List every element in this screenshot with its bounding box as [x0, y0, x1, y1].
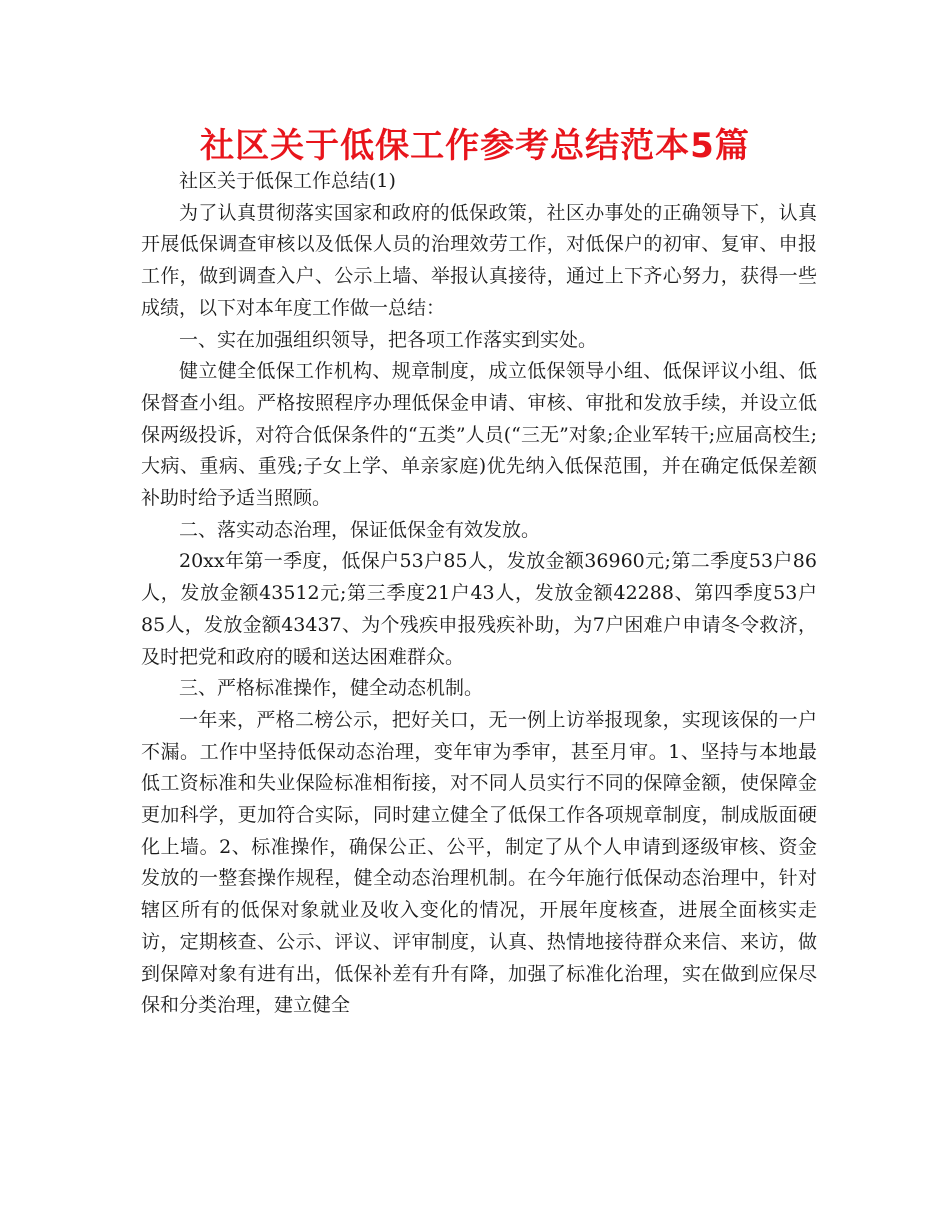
- paragraph: 一年来，严格二榜公示，把好关口，无一例上访举报现象，实现该保的一户不漏。工作中坚持低保动态治理，变年审为季审，甚至月审。1、坚持与本地最低工资标准和失业保险标准相衔接，对不同人员实行不同的保障金额，使保障金更加科学，更加符合实际，同时建立健全了低保工作各项规章制度，制成版面硬化上墙。2、标准操作，确保公正、公平，制定了从个人申请到逐级审核、资金发放的一整套操作规程，健全动态治理机制。在今年施行低保动态治理中，针对辖区所有的低保对象就业及收入变化的情况，开展年度核查，进展全面核实走访，定期核查、公示、评议、评审制度，认真、热情地接待群众来信、来访，做到保障对象有进有出，低保补差有升有降，加强了标准化治理，实在做到应保尽保和分类治理，建立健全: [141, 708, 817, 1017]
- document-body: [141, 166, 817, 1022]
- section-heading: 社区关于低保工作总结(1): [179, 170, 396, 192]
- paragraph: 二、落实动态治理，保证低保金有效发放。: [179, 518, 541, 541]
- paragraph: 三、严格标准操作，健全动态机制。: [179, 677, 484, 700]
- paragraph: 20xx年第一季度，低保户53户85人，发放金额36960元;第二季度53户86人，发放金额43512元;第三季度21户43人，发放金额42288、第四季度53户85人，发放金额43437、为个残疾申报残疾补助，为7户困难户申请冬令救济，及时把党和政府的暖和送达困难群众。: [141, 550, 817, 668]
- paragraph: 为了认真贯彻落实国家和政府的低保政策，社区办事处的正确领导下，认真开展低保调查审核以及低保人员的治理效劳工作，对低保户的初审、复审、申报工作，做到调查入户、公示上墙、举报认真接待，通过上下齐心努力，获得一些成绩，以下对本年度工作做一总结：: [141, 201, 817, 319]
- paragraph: 一、实在加强组织领导，把各项工作落实到实处。: [179, 328, 598, 351]
- document-title: 社区关于低保工作参考总结范本5篇: [200, 126, 750, 166]
- paragraph: 健立健全低保工作机构、规章制度，成立低保领导小组、低保评议小组、低保督查小组。严格按照程序办理低保金申请、审核、审批和发放手续，并设立低保两级投诉，对符合低保条件的“五类”人员(“三无”对象;企业军转干;应届高校生;大病、重病、重残;子女上学、单亲家庭)优先纳入低保范围，并在确定低保差额补助时给予适当照顾。: [141, 360, 817, 510]
